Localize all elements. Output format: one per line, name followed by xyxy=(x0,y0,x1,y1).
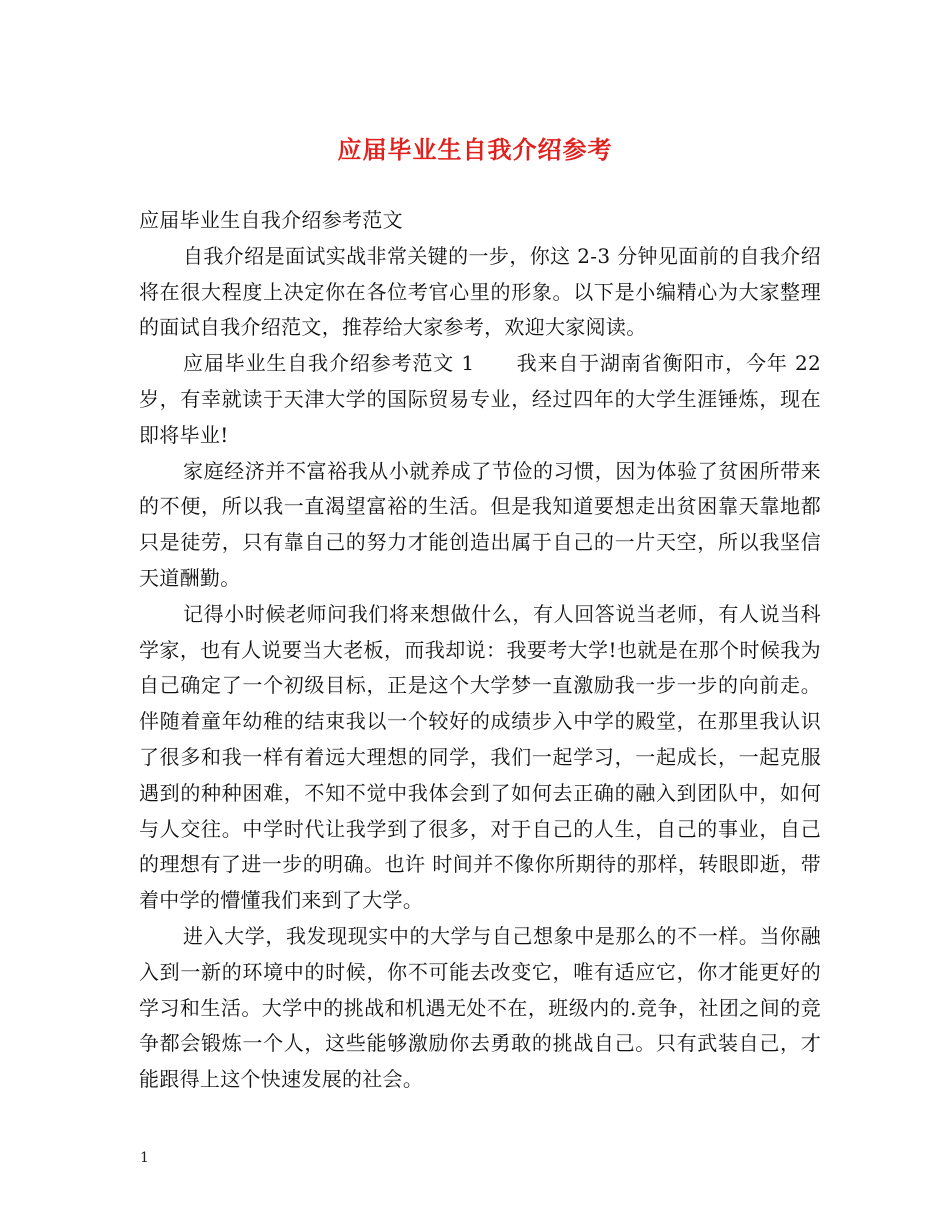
paragraph-university: 进入大学，我发现现实中的大学与自己想象中是那么的不一样。当你融入到一新的环境中的时候，你不可能去改变它，唯有适应它，你才能更好的学习和生活。大学中的挑战和机遇无处不在，班级内的.竞争，社团之间的竞争都会锻炼一个人，这些能够激励你去勇敢的挑战自己。只有武装自己，才能跟得上这个快速发展的社会。 xyxy=(139,923,821,1092)
page-title: 应届毕业生自我介绍参考 xyxy=(337,136,613,164)
paragraph-childhood: 记得小时候老师问我们将来想做什么，有人回答说当老师，有人说当科学家，也有人说要当大老板，而我却说：我要考大学!也就是在那个时候我为自己确定了一个初级目标，正是这个大学梦一直激励我一步一步的向前走。伴随着童年幼稚的结束我以一个较好的成绩步入中学的殿堂，在那里我认识了很多和我一样有着远大理想的同学，我们一起学习，一起成长，一起克服遇到的种种困难，不知不觉中我体会到了如何去正确的融入到团队中，如何与人交往。中学时代让我学到了很多，对于自己的人生，自己的事业，自己的理想有了进一步的明确。也许 时间并不像你所期待的那样，转眼即逝，带着中学的懵懂我们来到了大学。 xyxy=(139,601,821,913)
paragraph-sample-1: 应届毕业生自我介绍参考范文 1 我来自于湖南省衡阳市，今年 22 岁，有幸就读于天津大学的国际贸易专业，经过四年的大学生涯锤炼，现在即将毕业! xyxy=(139,351,821,447)
document-body xyxy=(139,203,821,1098)
document-subtitle: 应届毕业生自我介绍参考范文 xyxy=(139,208,403,232)
paragraph-family: 家庭经济并不富裕我从小就养成了节俭的习惯，因为体验了贫困所带来的不便，所以我一直渴望富裕的生活。但是我知道要想走出贫困靠天靠地都只是徒劳，只有靠自己的努力才能创造出属于自己的一片天空，所以我坚信天道酬勤。 xyxy=(139,458,821,590)
page-number: 1 xyxy=(140,1150,149,1166)
paragraph-intro: 自我介绍是面试实战非常关键的一步，你这 2-3 分钟见面前的自我介绍将在很大程度上决定你在各位考官心里的形象。以下是小编精心为大家整理的面试自我介绍范文，推荐给大家参考，欢迎大家阅读。 xyxy=(139,243,821,340)
